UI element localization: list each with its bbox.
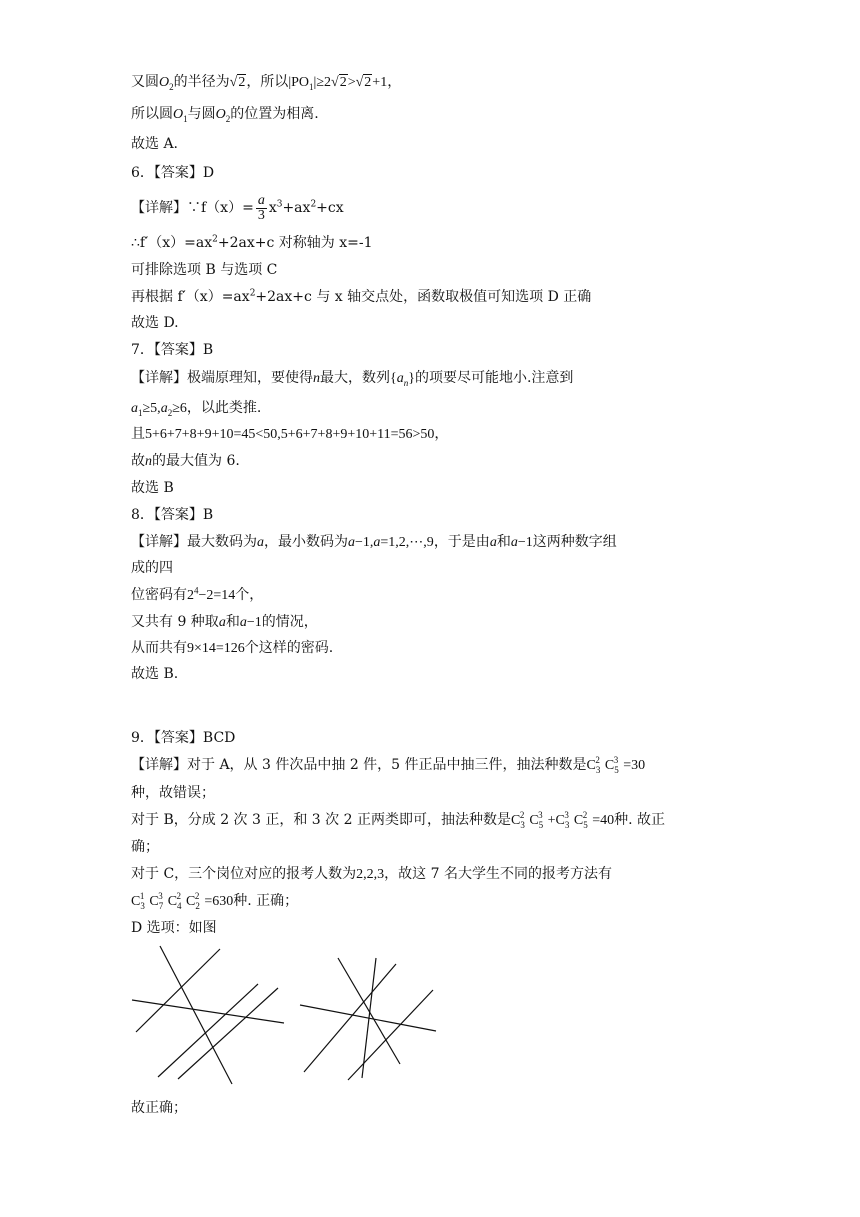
text-line: 又圆$O_2$的半径为√2，所以$|PO_1|\ge 2√2>√2+1$，	[131, 74, 402, 92]
text-line: 再根据 $f'(x)=ax^2+2ax+c$ 与 x 轴交点处，函数取极值可知选项 D 正确	[131, 288, 592, 305]
text-line: 【详解】∵f（x）= $\frac{a}{3}$ $x^3+ax^2+cx$	[131, 192, 344, 223]
text-line: 【详解】最大数码为a，最小数码为a−1,a=1,2,⋯,9，于是由a和a−1这两种数字组	[131, 534, 617, 550]
figure-line	[136, 949, 220, 1032]
answer-heading: 7．【答案】B	[131, 342, 214, 358]
text-line: D 选项：如图	[131, 920, 217, 936]
text-line: 对于 B，分成 2 次 3 正，和 3 次 2 正两类即可，抽法种数是$C_3^2$ $C_5^3 +C_3^3$ $C_5^2 =40$种. 故正	[131, 810, 666, 830]
text-line: 对于 C，三个岗位对应的报考人数为2,2,3，故这 7 名大学生不同的报考方法有	[131, 866, 612, 882]
text-line: 又共有 9 种取a和a−1的情况，	[131, 614, 318, 630]
text-line: 可排除选项 B 与选项 C	[131, 262, 278, 278]
text-line: 故选 A.	[131, 136, 179, 152]
text-line: 成的四	[131, 560, 173, 576]
line-figure-left	[128, 944, 288, 1089]
answer-heading: 8．【答案】B	[131, 507, 214, 523]
text-line: 故选 B	[131, 480, 174, 496]
figure-line	[338, 958, 400, 1064]
figure-line	[178, 988, 278, 1079]
fraction: $\frac{a}{3}$	[257, 192, 265, 223]
text-line: 故正确；	[131, 1100, 187, 1116]
text-line: 【详解】对于 A，从 3 件次品中抽 2 件，5 件正品中抽三件，抽法种数是$C_3^2$ $C_5^3 =30$	[131, 755, 646, 775]
text-line: 【详解】极端原理知，要使得n最大，数列$\{a_n\}$的项要尽可能地小.注意到	[131, 370, 574, 388]
answer-heading: 6．【答案】D	[131, 165, 215, 181]
text-line: $a_1\ge 5,a_2\ge 6$，以此类推.	[131, 400, 262, 418]
text-line: 确；	[131, 839, 159, 855]
text-line: 从而共有9×14=126个这样的密码.	[131, 640, 334, 656]
text-line: 故n的最大值为 6.	[131, 453, 240, 469]
text-line: 种，故错误；	[131, 785, 215, 801]
text-line: 故选 B.	[131, 666, 179, 682]
text-line: 且5+6+7+8+9+10=45<50,5+6+7+8+9+10+11=56>50，	[131, 426, 449, 442]
figure-line	[158, 984, 258, 1077]
text-line: 所以圆$O_1$与圆$O_2$的位置为相离.	[131, 106, 319, 124]
answer-heading: 9．【答案】BCD	[131, 730, 236, 746]
figure-line	[304, 964, 396, 1072]
text-line: 位密码有$2^4-2=14$个，	[131, 585, 264, 603]
text-line: $\therefore f'(x)=ax^2+2ax+c$ 对称轴为 x=-1	[131, 234, 373, 251]
text-line: 故选 D.	[131, 315, 179, 331]
text-line: $C_3^1$ $C_7^3$ $C_4^2$ $C_2^2 =630$种. 正确；	[131, 891, 299, 911]
line-figure-right	[296, 954, 441, 1084]
figure-line	[348, 990, 433, 1080]
